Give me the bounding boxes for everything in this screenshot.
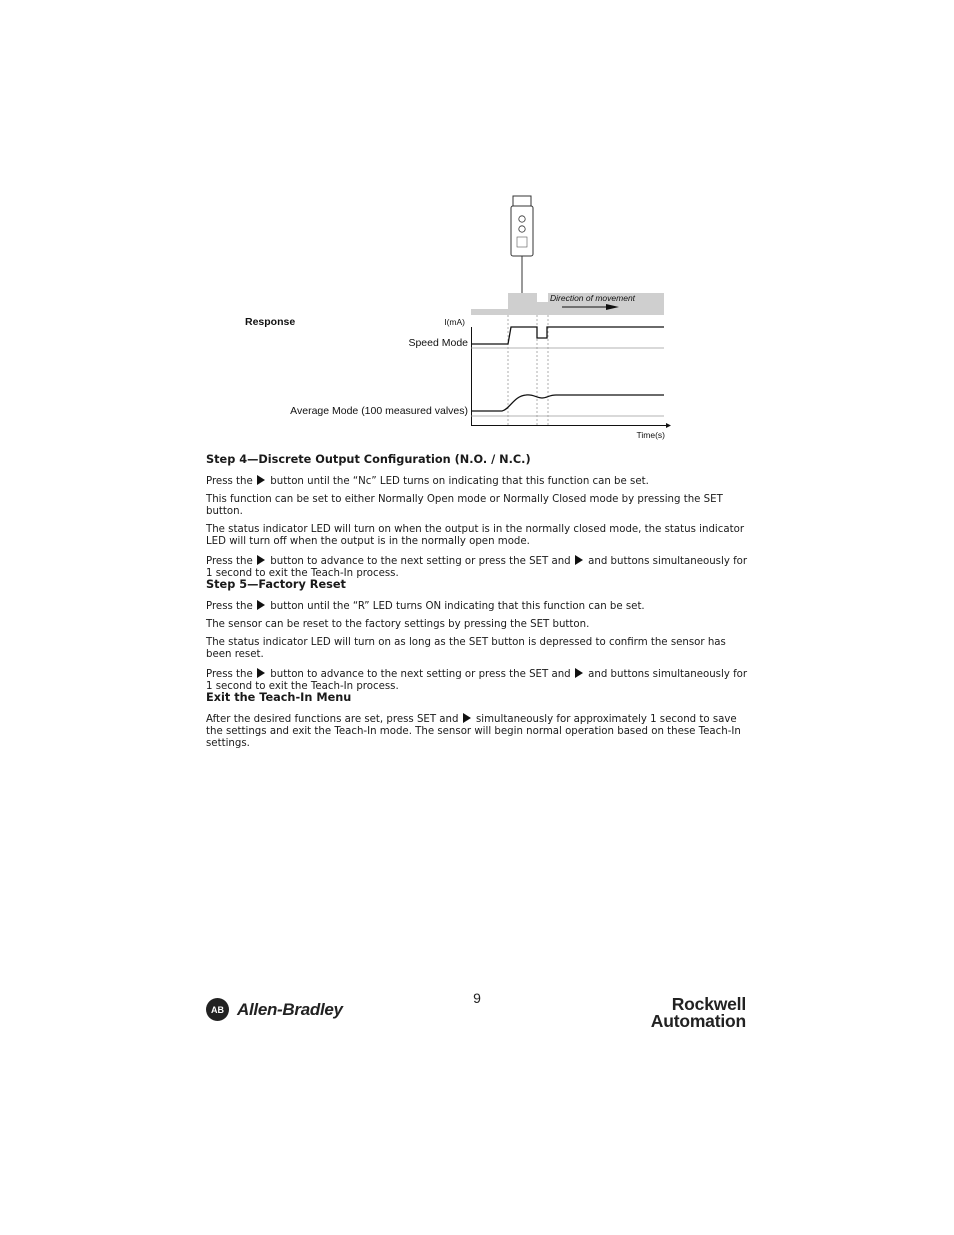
response-label: Response	[245, 316, 296, 328]
guide-lines	[471, 348, 664, 416]
exit-section	[206, 691, 751, 756]
step5-paragraph-1: Press the button until the “R” LED turns ON indicating that this function can be set.	[206, 601, 645, 612]
play-arrow-icon	[257, 555, 265, 565]
step4-section	[206, 453, 751, 586]
page-number: 9	[473, 990, 481, 1006]
play-arrow-icon	[575, 555, 583, 565]
step5-paragraph-3: The status indicator LED will turn on as long as the SET button is depressed to confirm the sensor has been reset.	[206, 637, 726, 661]
direction-label: Direction of movement	[550, 293, 636, 303]
allen-bradley-logo	[206, 998, 343, 1021]
x-axis-label: Time(s)	[636, 430, 665, 440]
sensor-device-icon	[511, 196, 533, 294]
step4-paragraph-2: This function can be set to either Normally Open mode or Normally Closed mode by pressing the SET button.	[206, 494, 723, 518]
play-arrow-icon	[257, 600, 265, 610]
play-arrow-icon	[575, 668, 583, 678]
step4-paragraph-3: The status indicator LED will turn on when the output is in the normally closed mode, the status indicator LED will turn off when the output is in the normally open mode.	[206, 524, 745, 548]
step5-heading: Step 5—Factory Reset	[206, 578, 346, 591]
exit-heading: Exit the Teach-In Menu	[206, 691, 352, 704]
step4-paragraph-4: Press the button to advance to the next setting or press the SET and and buttons simultaneously for 1 second to exit the Teach-In process.	[206, 555, 748, 579]
rw-line-1: Rockwell	[671, 994, 746, 1014]
response-diagram	[0, 0, 954, 450]
exit-paragraph: After the desired functions are set, press SET and simultaneously for approximately 1 second to save the settings and exit the Teach-In mode. The sensor will begin normal operation based on these Teach-In settings.	[206, 714, 741, 749]
y-axis-label: I(mA)	[444, 317, 465, 327]
rw-line-2: Automation	[650, 1010, 746, 1031]
step5-paragraph-2: The sensor can be reset to the factory settings by pressing the SET button.	[206, 619, 590, 631]
step5-section	[206, 578, 751, 699]
rockwell-automation-logo	[651, 996, 746, 1029]
speed-mode-label: Speed Mode	[408, 337, 468, 349]
average-mode-label: Average Mode (100 measured valves)	[290, 405, 468, 417]
step5-paragraph-4: Press the button to advance to the next setting or press the SET and and buttons simultaneously for 1 second to exit the Teach-In process.	[206, 668, 748, 692]
step4-heading: Step 4—Discrete Output Configuration (N.O. / N.C.)	[206, 453, 531, 466]
play-arrow-icon	[257, 668, 265, 678]
ab-brand-name: Allen-Bradley	[237, 999, 343, 1019]
average-mode-signal	[471, 395, 664, 411]
speed-mode-signal	[471, 327, 664, 344]
time-markers	[508, 315, 548, 425]
play-arrow-icon	[463, 713, 471, 723]
play-arrow-icon	[257, 475, 265, 485]
ab-badge-icon: AB	[206, 998, 229, 1021]
step4-paragraph-1: Press the button until the “Nc” LED turns on indicating that this function can be set.	[206, 476, 649, 487]
